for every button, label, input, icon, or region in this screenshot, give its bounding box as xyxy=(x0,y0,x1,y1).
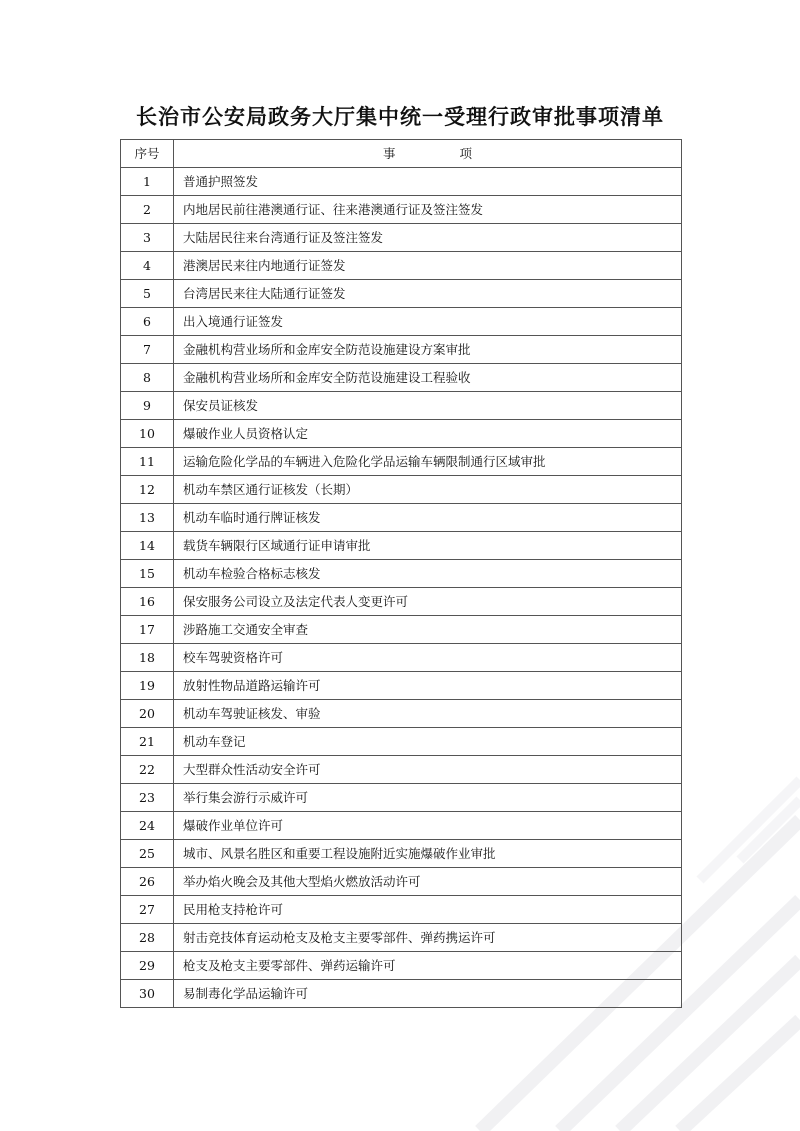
table-row xyxy=(121,952,682,980)
table-row xyxy=(121,560,682,588)
row-item: 举行集会游行示威许可 xyxy=(174,784,682,812)
row-item: 港澳居民来往内地通行证签发 xyxy=(174,252,682,280)
table-row xyxy=(121,896,682,924)
row-number: 13 xyxy=(121,504,174,532)
row-item: 举办焰火晚会及其他大型焰火燃放活动许可 xyxy=(174,868,682,896)
table-row xyxy=(121,504,682,532)
row-item: 城市、风景名胜区和重要工程设施附近实施爆破作业审批 xyxy=(174,840,682,868)
table-row xyxy=(121,672,682,700)
row-item: 机动车驾驶证核发、审验 xyxy=(174,700,682,728)
row-item: 机动车登记 xyxy=(174,728,682,756)
table-row xyxy=(121,280,682,308)
page-title: 长治市公安局政务大厅集中统一受理行政审批事项清单 xyxy=(136,104,664,129)
row-item: 民用枪支持枪许可 xyxy=(174,896,682,924)
table-row xyxy=(121,784,682,812)
table-row xyxy=(121,840,682,868)
row-number: 29 xyxy=(121,952,174,980)
row-item: 放射性物品道路运输许可 xyxy=(174,672,682,700)
row-number: 28 xyxy=(121,924,174,952)
row-item: 普通护照签发 xyxy=(174,168,682,196)
row-number: 7 xyxy=(121,336,174,364)
row-number: 6 xyxy=(121,308,174,336)
row-number: 22 xyxy=(121,756,174,784)
row-number: 18 xyxy=(121,644,174,672)
row-number: 9 xyxy=(121,392,174,420)
row-item: 金融机构营业场所和金库安全防范设施建设工程验收 xyxy=(174,364,682,392)
table-row xyxy=(121,476,682,504)
row-item: 大型群众性活动安全许可 xyxy=(174,756,682,784)
row-number: 3 xyxy=(121,224,174,252)
row-number: 21 xyxy=(121,728,174,756)
table-row xyxy=(121,252,682,280)
row-item: 涉路施工交通安全审查 xyxy=(174,616,682,644)
row-number: 5 xyxy=(121,280,174,308)
row-number: 27 xyxy=(121,896,174,924)
row-item: 爆破作业单位许可 xyxy=(174,812,682,840)
column-header-no: 序号 xyxy=(121,140,174,168)
row-item: 台湾居民来往大陆通行证签发 xyxy=(174,280,682,308)
table-row xyxy=(121,812,682,840)
row-item: 机动车检验合格标志核发 xyxy=(174,560,682,588)
row-item: 射击竞技体育运动枪支及枪支主要零部件、弹药携运许可 xyxy=(174,924,682,952)
table-row xyxy=(121,616,682,644)
row-number: 2 xyxy=(121,196,174,224)
table-row xyxy=(121,868,682,896)
row-item: 保安员证核发 xyxy=(174,392,682,420)
row-number: 17 xyxy=(121,616,174,644)
row-number: 16 xyxy=(121,588,174,616)
row-item: 运输危险化学品的车辆进入危险化学品运输车辆限制通行区域审批 xyxy=(174,448,682,476)
row-number: 1 xyxy=(121,168,174,196)
table-row xyxy=(121,392,682,420)
row-item: 易制毒化学品运输许可 xyxy=(174,980,682,1008)
table-row xyxy=(121,336,682,364)
approval-items-table xyxy=(120,139,682,1008)
table-row xyxy=(121,924,682,952)
table-header-row xyxy=(121,140,682,168)
row-number: 20 xyxy=(121,700,174,728)
table-row xyxy=(121,756,682,784)
row-item: 机动车临时通行牌证核发 xyxy=(174,504,682,532)
row-item: 保安服务公司设立及法定代表人变更许可 xyxy=(174,588,682,616)
table-row xyxy=(121,168,682,196)
table-row xyxy=(121,448,682,476)
row-number: 15 xyxy=(121,560,174,588)
row-number: 23 xyxy=(121,784,174,812)
table-row xyxy=(121,980,682,1008)
table-row xyxy=(121,420,682,448)
table-row xyxy=(121,224,682,252)
column-header-item: 事 项 xyxy=(174,140,682,168)
row-item: 出入境通行证签发 xyxy=(174,308,682,336)
table-row xyxy=(121,196,682,224)
row-item: 爆破作业人员资格认定 xyxy=(174,420,682,448)
row-number: 19 xyxy=(121,672,174,700)
row-number: 30 xyxy=(121,980,174,1008)
table-row xyxy=(121,644,682,672)
row-item: 载货车辆限行区域通行证申请审批 xyxy=(174,532,682,560)
row-item: 大陆居民往来台湾通行证及签注签发 xyxy=(174,224,682,252)
table-row xyxy=(121,728,682,756)
row-item: 枪支及枪支主要零部件、弹药运输许可 xyxy=(174,952,682,980)
row-item: 金融机构营业场所和金库安全防范设施建设方案审批 xyxy=(174,336,682,364)
row-number: 24 xyxy=(121,812,174,840)
table-row xyxy=(121,700,682,728)
row-number: 10 xyxy=(121,420,174,448)
table-row xyxy=(121,364,682,392)
table-row xyxy=(121,308,682,336)
row-number: 11 xyxy=(121,448,174,476)
row-number: 14 xyxy=(121,532,174,560)
row-item: 内地居民前往港澳通行证、往来港澳通行证及签注签发 xyxy=(174,196,682,224)
row-number: 12 xyxy=(121,476,174,504)
row-item: 校车驾驶资格许可 xyxy=(174,644,682,672)
row-number: 4 xyxy=(121,252,174,280)
row-number: 8 xyxy=(121,364,174,392)
table-row xyxy=(121,532,682,560)
table-body xyxy=(121,168,682,1008)
row-number: 25 xyxy=(121,840,174,868)
row-number: 26 xyxy=(121,868,174,896)
row-item: 机动车禁区通行证核发（长期） xyxy=(174,476,682,504)
table-row xyxy=(121,588,682,616)
